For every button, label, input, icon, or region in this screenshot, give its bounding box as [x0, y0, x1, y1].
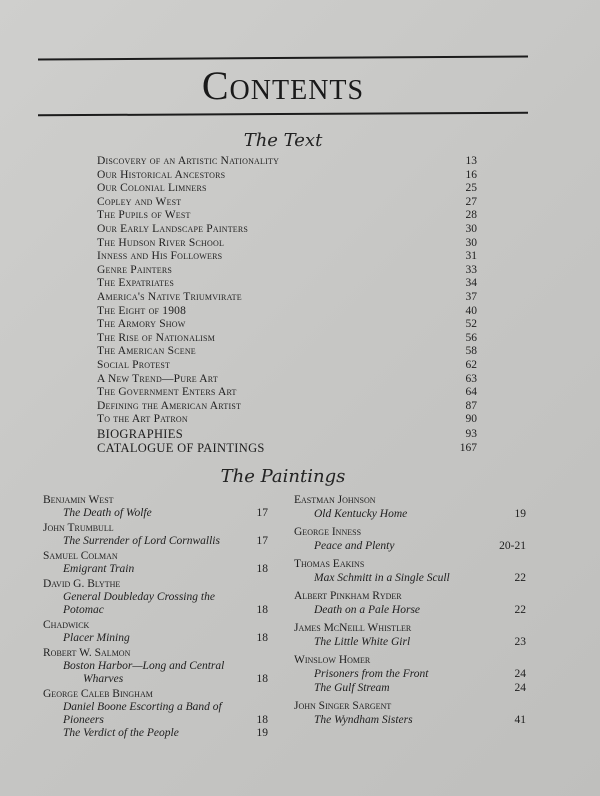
contents-entry — [97, 427, 477, 442]
contents-entry — [97, 373, 477, 387]
painting-page-number: 41 — [514, 714, 526, 726]
artist-name: John Singer Sargent — [294, 700, 392, 712]
entry-page-number: 25 — [465, 182, 477, 195]
painting-entry — [43, 632, 268, 645]
painting-title: The Gulf Stream — [314, 682, 390, 694]
artist-name: David G. Blythe — [43, 578, 121, 590]
painting-page-number: 24 — [514, 668, 526, 680]
artist-entry — [43, 578, 268, 617]
painting-entry — [294, 636, 526, 649]
entry-title: America's Native Triumvirate — [97, 290, 242, 303]
painting-page-number: 18 — [256, 673, 268, 685]
painting-title: Daniel Boone Escorting a Band of Pioneers — [63, 701, 222, 726]
text-contents-list — [97, 155, 477, 456]
painting-title: Prisoners from the Front — [314, 668, 429, 680]
artist-entry — [294, 654, 526, 695]
entry-title: Our Historical Ancestors — [97, 168, 226, 181]
artist-entry — [294, 494, 526, 521]
contents-entry — [97, 359, 477, 373]
text-section-heading: The Text — [243, 130, 323, 151]
painting-page-number: 19 — [514, 508, 526, 520]
artist-name: George Inness — [294, 526, 362, 538]
artist-entry — [294, 526, 526, 553]
contents-entry — [97, 386, 477, 400]
artist-entry — [294, 700, 526, 727]
contents-entry — [97, 182, 477, 196]
entry-page-number: 52 — [465, 318, 477, 331]
painting-entry — [294, 714, 526, 727]
contents-entry — [97, 305, 477, 319]
artist-entry — [43, 494, 268, 520]
painting-page-number: 20-21 — [499, 540, 526, 552]
artist-entry — [294, 558, 526, 585]
page-title: Contents — [201, 63, 365, 108]
entry-title: Inness and His Followers — [97, 250, 223, 263]
entry-page-number: 31 — [465, 250, 477, 263]
entry-title: The Government Enters Art — [97, 386, 237, 399]
entry-page-number: 56 — [465, 331, 477, 344]
artist-name: Winslow Homer — [294, 654, 371, 666]
entry-page-number: 34 — [465, 277, 477, 290]
entry-title: A New Trend—Pure Art — [97, 372, 218, 385]
painting-title: General Doubleday Crossing the Potomac — [63, 591, 215, 616]
contents-entry — [97, 169, 477, 183]
entry-page-number: 64 — [465, 386, 477, 399]
entry-title: The Expatriates — [97, 277, 174, 290]
painting-entry — [43, 660, 268, 673]
contents-entry — [97, 318, 477, 332]
artist-entry — [43, 688, 268, 740]
painting-entry — [294, 604, 526, 617]
contents-entry — [97, 155, 477, 169]
painting-title: Max Schmitt in a Single Scull — [314, 572, 450, 584]
painting-title: The Death of Wolfe — [63, 507, 152, 519]
artist-name: Thomas Eakins — [294, 558, 365, 570]
painting-title: Wharves — [83, 673, 124, 685]
entry-title: The Eight of 1908 — [97, 304, 187, 317]
entry-title: Copley and West — [97, 195, 182, 208]
entry-title: The Rise of Nationalism — [97, 331, 216, 344]
entry-page-number: 30 — [465, 236, 477, 249]
artist-name: Benjamin West — [43, 494, 114, 506]
painting-entry — [43, 591, 268, 617]
painting-title: The Little White Girl — [314, 636, 411, 648]
painting-page-number: 18 — [256, 563, 268, 575]
painting-title: The Surrender of Lord Cornwallis — [63, 535, 220, 547]
artist-name: Albert Pinkham Ryder — [294, 590, 402, 602]
entry-page-number: 63 — [465, 372, 477, 385]
artist-entry — [43, 550, 268, 576]
top-rule — [38, 56, 528, 61]
artist-entry — [294, 590, 526, 617]
painting-entry — [43, 701, 268, 727]
painting-entry — [294, 668, 526, 681]
paintings-column-left — [43, 494, 268, 742]
entry-page-number: 13 — [465, 155, 477, 167]
entry-title: Our Early Landscape Painters — [97, 222, 249, 235]
artist-name: Samuel Colman — [43, 550, 118, 562]
entry-page-number: 87 — [465, 399, 477, 412]
painting-page-number: 18 — [256, 714, 268, 726]
entry-page-number: 30 — [465, 222, 477, 235]
entry-page-number: 90 — [465, 413, 477, 426]
entry-title: Social Protest — [97, 358, 171, 371]
painting-entry — [43, 563, 268, 576]
contents-entry — [97, 345, 477, 359]
painting-page-number: 18 — [256, 604, 268, 616]
painting-page-number: 22 — [514, 604, 526, 616]
entry-page-number: 28 — [465, 209, 477, 222]
entry-page-number: 37 — [465, 290, 477, 303]
entry-page-number: 33 — [465, 263, 477, 276]
entry-page-number: 58 — [465, 345, 477, 358]
artist-entry — [43, 647, 268, 686]
contents-entry — [97, 209, 477, 223]
entry-title: To the Art Patron — [97, 413, 188, 426]
painting-page-number: 23 — [514, 636, 526, 648]
paintings-section-heading: The Paintings — [220, 466, 346, 487]
entry-title: Genre Painters — [97, 263, 173, 276]
painting-page-number: 22 — [514, 572, 526, 584]
entry-page-number: 40 — [465, 304, 477, 317]
painting-title: Placer Mining — [63, 632, 130, 644]
painting-page-number: 24 — [514, 682, 526, 694]
entry-page-number: 16 — [465, 168, 477, 181]
entry-page-number: 27 — [465, 195, 477, 208]
artist-name: Chadwick — [43, 619, 90, 631]
contents-entry — [97, 332, 477, 346]
painting-title: The Wyndham Sisters — [314, 714, 413, 726]
paintings-column-right — [294, 494, 526, 732]
painting-title: Old Kentucky Home — [314, 508, 408, 520]
contents-entry — [97, 250, 477, 264]
entry-title: The Pupils of West — [97, 209, 191, 222]
entry-page-number: 167 — [459, 442, 477, 455]
artist-name: John Trumbull — [43, 522, 114, 534]
painting-entry — [43, 507, 268, 520]
artist-name: George Caleb Bingham — [43, 688, 153, 700]
painting-entry — [43, 535, 268, 548]
entry-page-number: 93 — [465, 427, 477, 440]
entry-title: CATALOGUE OF PAINTINGS — [97, 441, 265, 456]
painting-entry — [294, 540, 526, 553]
entry-title: The Hudson River School — [97, 236, 225, 249]
painting-page-number: 17 — [256, 507, 268, 519]
contents-entry — [97, 264, 477, 278]
painting-title: Boston Harbor—Long and Central — [63, 660, 225, 672]
entry-title: Our Colonial Limners — [97, 182, 207, 195]
artist-name: Robert W. Salmon — [43, 647, 131, 659]
entry-title: The Armory Show — [97, 318, 186, 331]
entry-page-number: 62 — [465, 358, 477, 371]
painting-title: The Verdict of the People — [63, 727, 179, 739]
contents-entry — [97, 291, 477, 305]
artist-entry — [294, 622, 526, 649]
contents-entry — [97, 196, 477, 210]
artist-name: James McNeill Whistler — [294, 622, 412, 634]
painting-title: Death on a Pale Horse — [314, 604, 421, 616]
contents-entry — [97, 237, 477, 251]
entry-title: Discovery of an Artistic Nationality — [97, 155, 280, 167]
painting-page-number: 19 — [256, 727, 268, 739]
painting-entry — [294, 508, 526, 521]
painting-page-number: 18 — [256, 632, 268, 644]
painting-entry — [294, 572, 526, 585]
painting-entry — [43, 673, 268, 686]
artist-name: Eastman Johnson — [294, 494, 376, 506]
contents-entry — [97, 441, 477, 456]
painting-title: Emigrant Train — [63, 563, 135, 575]
entry-title: BIOGRAPHIES — [97, 426, 183, 441]
contents-entry — [97, 223, 477, 237]
contents-entry — [97, 400, 477, 414]
entry-title: Defining the American Artist — [97, 399, 242, 412]
painting-entry — [43, 727, 268, 740]
contents-entry — [97, 277, 477, 291]
painting-page-number: 17 — [256, 535, 268, 547]
painting-entry — [294, 682, 526, 695]
contents-entry — [97, 413, 477, 427]
painting-title: Peace and Plenty — [314, 540, 395, 552]
artist-entry — [43, 522, 268, 548]
artist-entry — [43, 619, 268, 645]
entry-title: The American Scene — [97, 345, 196, 358]
title-underline-rule — [38, 112, 528, 117]
